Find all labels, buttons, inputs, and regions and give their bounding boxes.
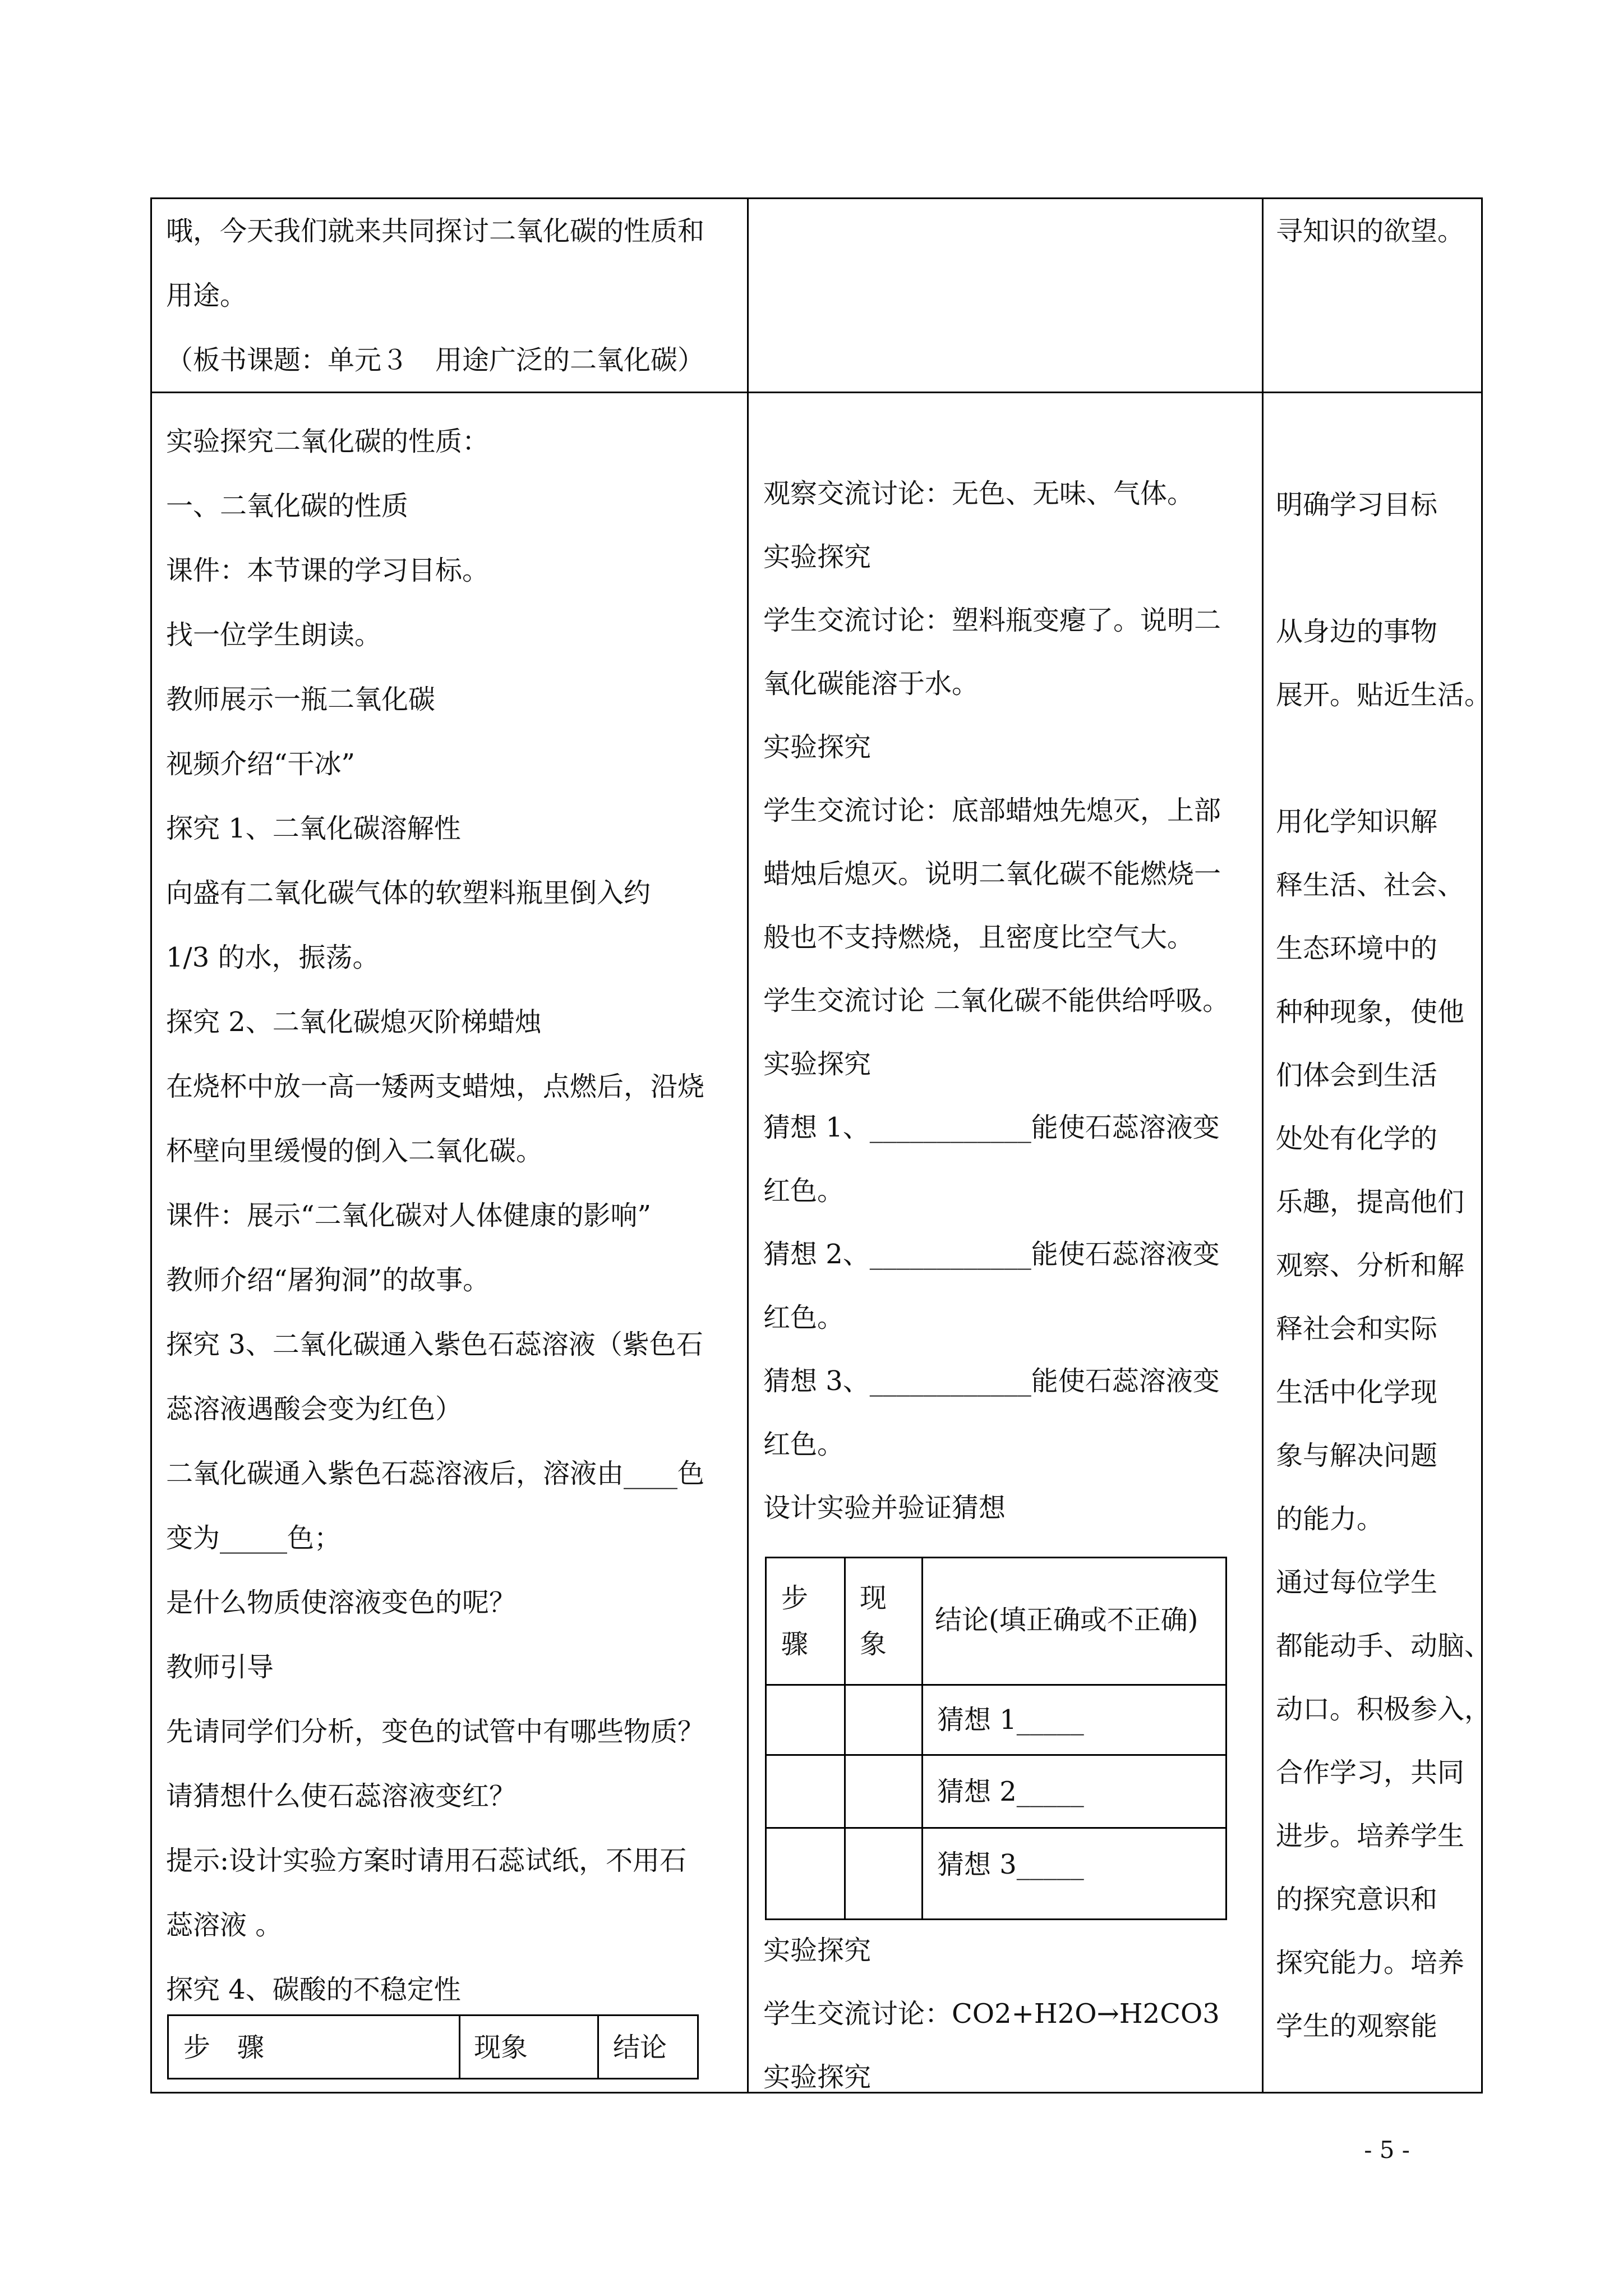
- text-line: 释生活、社会、: [1276, 869, 1465, 901]
- text-line: 进步。培养学生: [1276, 1820, 1465, 1852]
- text-line: 向盛有二氧化碳气体的软塑料瓶里倒入约: [166, 877, 651, 909]
- row2-student-activity: [763, 462, 1251, 1539]
- table-divider: [844, 1558, 846, 1918]
- text-line: 实验探究: [763, 731, 872, 763]
- text-line: 红色。: [763, 1302, 845, 1333]
- table-header-conclusion: 结论(填正确或不正确): [935, 1604, 1198, 1636]
- text-line: 教师展示一瓶二氧化碳: [166, 684, 436, 715]
- text-line: 实验探究二氧化碳的性质：: [166, 426, 490, 457]
- text-line: 先请同学们分析，变色的试管中有哪些物质？: [166, 1716, 705, 1747]
- text-line: 学生交流讨论：塑料瓶变瘪了。说明二: [763, 605, 1221, 636]
- text-line: 们体会到生活: [1276, 1060, 1438, 1091]
- text-line: 学生交流讨论 二氧化碳不能供给呼吸。: [763, 985, 1230, 1016]
- text-line: 都能动手、动脑、: [1276, 1630, 1492, 1662]
- text-line: 在烧杯中放一高一矮两支蜡烛，点燃后，沿烧: [166, 1071, 705, 1102]
- text-line: 探究 2、二氧化碳熄灭阶梯蜡烛: [166, 1006, 542, 1038]
- text-line: 蜡烛后熄灭。说明二氧化碳不能燃烧一: [763, 858, 1221, 890]
- text-line: 课件：本节课的学习目标。: [166, 555, 490, 586]
- text-line: 探究能力。培养: [1276, 1947, 1465, 1978]
- text-line: 设计实验并验证猜想: [763, 1492, 1006, 1524]
- text-line: 学生交流讨论：底部蜡烛先熄灭，上部: [763, 795, 1221, 826]
- text-line: [1276, 726, 1478, 790]
- text-line: 教师引导: [166, 1651, 274, 1683]
- row1-design-intent: [1276, 199, 1478, 264]
- column-divider: [747, 199, 749, 2092]
- text-line: 探究 4、碳酸的不稳定性: [166, 1974, 461, 2005]
- text-line: 学生的观察能: [1276, 2010, 1438, 2042]
- column-divider: [1262, 199, 1264, 2092]
- table-header-phenomenon: 现 象: [860, 1582, 887, 1660]
- row2-teacher-activity: [166, 409, 738, 2022]
- text-line: 明确学习目标: [1276, 489, 1438, 521]
- text-line: 动口。积极参入，: [1276, 1694, 1492, 1725]
- table-divider: [767, 1827, 1225, 1829]
- table-divider: [459, 2016, 460, 2078]
- text-line: 请猜想什么使石蕊溶液变红？: [166, 1780, 517, 1812]
- row1-teacher-activity: [166, 199, 738, 393]
- text-line: 展开。贴近生活。: [1276, 679, 1492, 711]
- text-line: 的能力。: [1276, 1503, 1384, 1535]
- text-line: 生态环境中的: [1276, 933, 1438, 964]
- text-line: 般也不支持燃烧，且密度比空气大。: [763, 922, 1195, 953]
- text-line: 种种现象，使他: [1276, 996, 1465, 1028]
- table-header-steps: 步 骤: [183, 2032, 265, 2063]
- table-cell-hypothesis-3: 猜想 3_____: [937, 1849, 1084, 1880]
- table-divider: [921, 1558, 923, 1918]
- text-line: 探究 3、二氧化碳通入紫色石蕊溶液（紫色石: [166, 1329, 703, 1360]
- text-line: 用途。: [166, 280, 247, 311]
- text-line: 生活中化学现: [1276, 1377, 1438, 1408]
- text-line: [1276, 536, 1478, 600]
- text-line: 找一位学生朗读。: [166, 619, 382, 651]
- lesson-table: [150, 197, 1492, 2093]
- text-line: 用化学知识解: [1276, 806, 1438, 838]
- verify-hypothesis-table: [765, 1557, 1227, 1920]
- text-line: 猜想 1、____________能使石蕊溶液变: [763, 1112, 1220, 1143]
- text-line: 蕊溶液遇酸会变为红色）: [166, 1393, 463, 1425]
- section-heading: 一、二氧化碳的性质: [166, 490, 409, 522]
- text-line: 教师介绍“屠狗洞”的故事。: [166, 1264, 490, 1296]
- text-line: 二氧化碳通入紫色石蕊溶液后，溶液由____色: [166, 1458, 705, 1489]
- text-line: 处处有化学的: [1276, 1123, 1438, 1154]
- text-line: 学生交流讨论：CO2+H2O→H2CO3: [763, 1998, 1220, 2030]
- table-cell-hypothesis-1: 猜想 1_____: [937, 1704, 1084, 1736]
- text-line: 氧化碳能溶于水。: [763, 668, 979, 700]
- text-line: 红色。: [763, 1175, 845, 1207]
- page-number: - 5 -: [1364, 2136, 1410, 2164]
- carbonic-acid-table: [167, 2014, 699, 2079]
- text-line: 变为_____色；: [166, 1522, 342, 1554]
- text-line: 课件：展示“二氧化碳对人体健康的影响”: [166, 1200, 652, 1231]
- row2-student-activity-continued: [763, 1918, 1251, 2109]
- table-divider: [767, 1684, 1225, 1686]
- text-line: 象与解决问题: [1276, 1440, 1438, 1471]
- text-line: 的探究意识和: [1276, 1884, 1438, 1915]
- table-header-steps: 步 骤: [781, 1582, 809, 1660]
- text-line: 是什么物质使溶液变色的呢？: [166, 1587, 517, 1618]
- text-line: 乐趣，提高他们: [1276, 1186, 1465, 1218]
- text-line: 实验探究: [763, 2062, 872, 2093]
- text-line: 杯壁向里缓慢的倒入二氧化碳。: [166, 1135, 543, 1167]
- text-line: 提示:设计实验方案时请用石蕊试纸，不用石: [166, 1845, 687, 1876]
- text-line: 实验探究: [763, 1048, 872, 1080]
- text-line: （板书课题：单元３ 用途广泛的二氧化碳）: [166, 344, 705, 376]
- text-line: 探究 1、二氧化碳溶解性: [166, 813, 461, 844]
- table-cell-hypothesis-2: 猜想 2_____: [937, 1776, 1084, 1807]
- text-line: 1/3 的水，振荡。: [166, 942, 380, 973]
- row2-design-intent: [1276, 409, 1492, 2058]
- text-line: [1276, 409, 1478, 473]
- text-line: 寻知识的欲望。: [1276, 215, 1465, 247]
- table-header-phenomenon: 现象: [474, 2032, 528, 2063]
- table-header-conclusion: 结论: [613, 2032, 667, 2063]
- text-line: 猜想 2、____________能使石蕊溶液变: [763, 1239, 1220, 1270]
- text-line: 猜想 3、____________能使石蕊溶液变: [763, 1365, 1220, 1397]
- text-line: 观察交流讨论：无色、无味、气体。: [763, 478, 1195, 509]
- text-line: 观察、分析和解: [1276, 1250, 1465, 1281]
- text-line: 红色。: [763, 1429, 845, 1460]
- table-divider: [767, 1754, 1225, 1756]
- text-line: 从身边的事物: [1276, 616, 1438, 647]
- text-line: 视频介绍“干冰”: [166, 748, 356, 780]
- text-line: 蕊溶液 。: [166, 1910, 283, 1941]
- text-line: 实验探究: [763, 541, 872, 573]
- text-line: 释社会和实际: [1276, 1313, 1438, 1345]
- table-divider: [597, 2016, 599, 2078]
- text-line: 哦，今天我们就来共同探讨二氧化碳的性质和: [166, 215, 705, 247]
- text-line: 合作学习，共同: [1276, 1757, 1465, 1788]
- text-line: 实验探究: [763, 1935, 872, 1966]
- text-line: 通过每位学生: [1276, 1567, 1438, 1598]
